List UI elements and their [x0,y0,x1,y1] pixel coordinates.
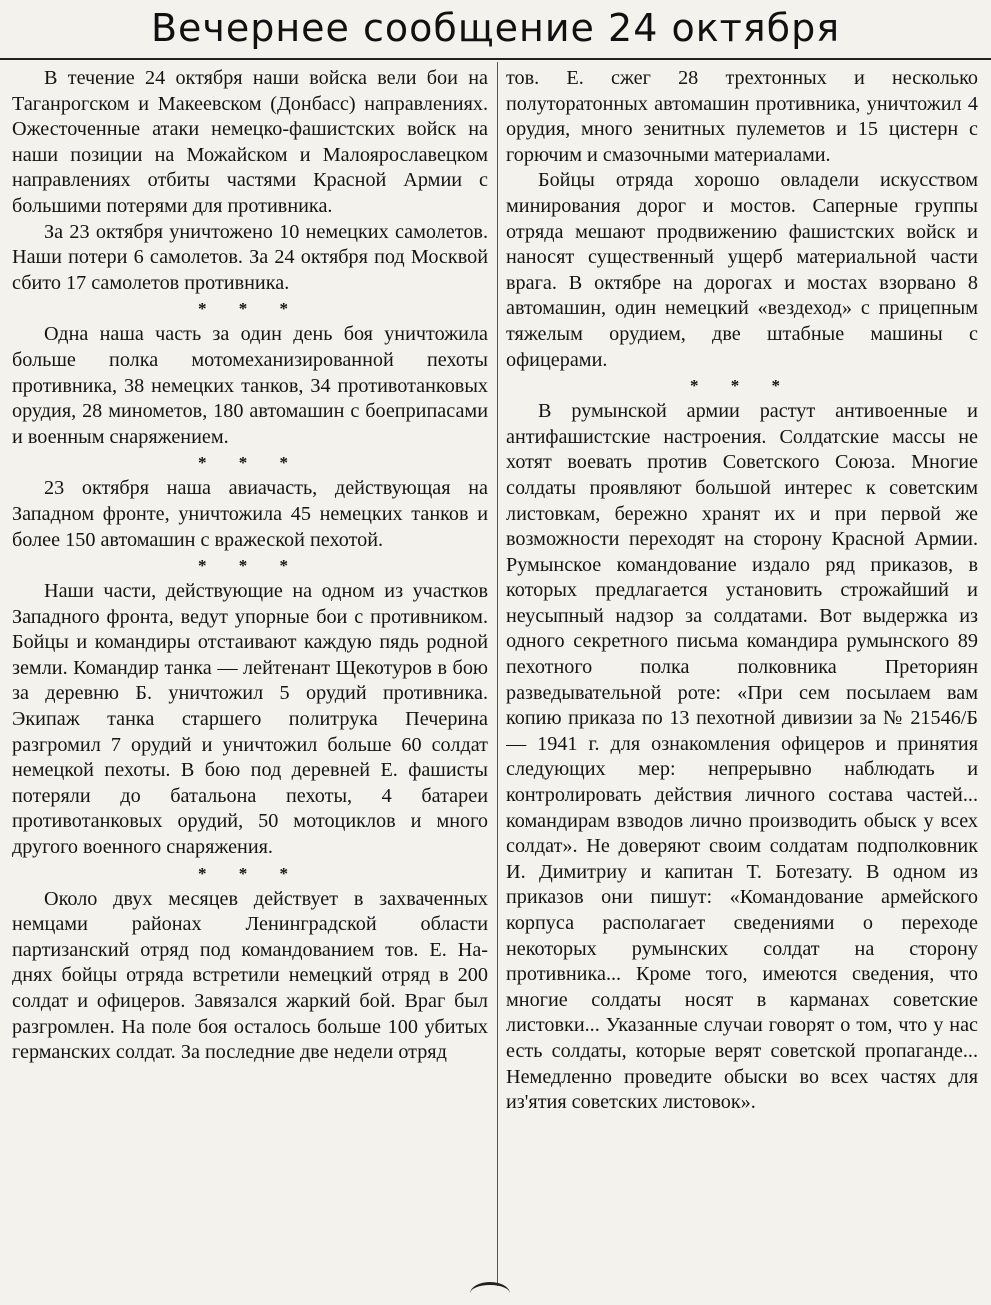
paragraph-western-front: Наши части, действующие на одном из участков Западного фронта, ведут упорные бои с противником. Бойцы и командиры отстаивают каждую пядь родной земли. Командир танка — лейтенант Щекотуров в бою за деревню Б. уничтожил 5 орудий противника. Экипаж танка старшего политрука Печерина разгромил 7 орудий и уничтожил больше 60 солдат немецкой пехоты. В бою под деревней Е. фашисты потеряли до батальона пехоты, 4 батареи противотанковых орудий, 50 мотоциклов и много другого военного снаряжения. [12,580,488,859]
paragraph-front-report: В течение 24 октября наши войска вели бои на Таганрогском и Макеевском (Донбасс) направлениях. Ожесточенные атаки немецко-фашистских войск на наши позиции на Можайском и Малоярославецком направлениях отбиты частями Красной Армии с большими потерями для противника. [12,67,488,217]
paragraph-unit-destroyed-regiment: Одна наша часть за один день боя уничтожила больше полка мотомеханизированной пехоты противника, 38 немецких танков, 34 противотанковых орудия, 28 минометов, 180 автомашин с боеприпасами и военным снаряжением. [12,323,488,448]
left-column [12,66,488,1281]
paragraph-romanian-army: В румынской армии растут антивоенные и антифашистские настроения. Солдатские массы не хотят воевать против Советского Союза. Многие солдаты проявляют большой интерес к советским листовкам, бережно хранят их и при первой же возможности переходят на сторону Красной Армии. Румынское командование издало ряд приказов, в которых предлагается установить строжайший и неусыпный надзор за солдатами. Вот выдержка из одного секретного письма командира румынского 89 пехотного полка полковника Преториян разведывательной роте: «При сем посылаем вам копию приказа по 13 пехотной дивизии за № 21546/Б — 1941 г. для ознакомления офицеров и принятия следующих мер: непрерывно наблюдать и контролировать действия личного состава частей... командирам взводов лично производить обыск у всех солдат». Не доверяют своим солдатам подполковник И. Димитриу и капитан Т. Ботезату. В одном из приказов они пишут: «Командование армейского корпуса располагает сведениями о переходе некоторых румынских солдат на сторону противника... Кроме того, имеются сведения, что многие солдаты носят в карманах советские листовки... Указанные случаи говорят о том, что у нас есть солдаты, которые верят советской пропаганде... Немедленно проведите обыски во всех частях для из'ятия советских листовок». [506,400,978,1114]
paragraph-aircraft-losses: За 23 октября уничтожено 10 немецких самолетов. Наши потери 6 самолетов. За 24 октября под Москвой сбито 17 самолетов противника. [12,220,488,294]
page-title: Вечернее сообщение 24 октября [0,0,991,60]
paragraph-partisan-detachment: Около двух месяцев действует в захваченных немцами районах Ленинградской области партизанский отряд под командованием тов. Е. На-днях бойцы отряда встретили немецкий отряд в 200 солдат и офицеров. Завязался жаркий бой. Враг был разгромлен. На поле боя осталось больше 100 убитых германских солдат. За последние две недели отряд [12,887,488,1064]
paragraph-mining-skills: Бойцы отряда хорошо овладели искусством минирования дорог и мостов. Саперные группы отряда мешают продвижению фашистских войск и наносят существенный ущерб материальной части врага. В октябре на дорогах и мостах взорвано 8 автомашин, один немецкий «вездеход» с прицепным тяжелым орудием, две штабные машины с офицерами. [506,169,978,371]
right-column [506,66,978,1281]
section-separator: * * * [198,299,302,319]
column-divider [497,62,498,1286]
paragraph-air-unit: 23 октября наша авиачасть, действующая на Западном фронте, уничтожила 45 немецких танков и более 150 автомашин с вражеской пехотой. [12,477,488,551]
section-separator: * * * [198,863,302,883]
paragraph-partisan-continued: тов. Е. сжег 28 трехтонных и несколько полуторатонных автомашин противника, уничтожил 4 орудия, много зенитных пулеметов и 15 цистерн с горючим и смазочными материалами. [506,67,978,166]
section-separator: * * * [198,453,302,473]
section-separator: * * * [690,376,794,396]
section-separator: * * * [198,556,302,576]
